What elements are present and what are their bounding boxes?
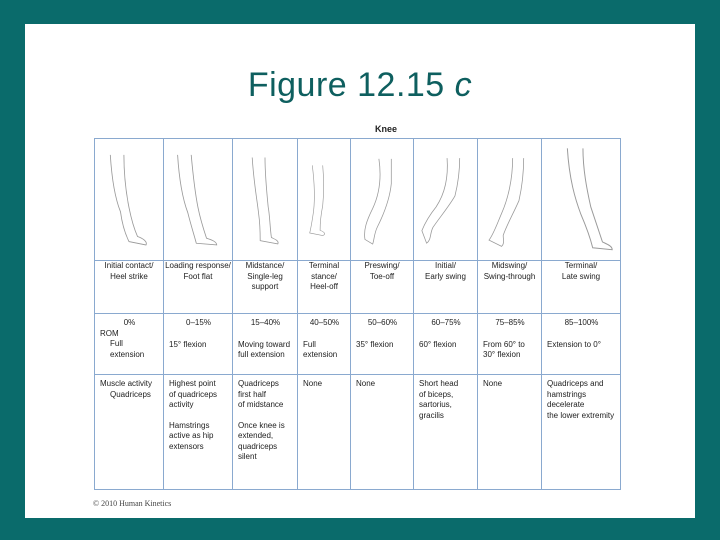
- phase-label: Preswing/: [364, 261, 400, 270]
- muscle-text: extended,: [238, 431, 274, 440]
- rom-cell-content: [298, 314, 350, 361]
- muscle-text: first half: [238, 389, 267, 399]
- knee-leg-icon: [233, 139, 297, 260]
- muscle-label: Muscle activity: [100, 379, 153, 388]
- muscle-text: None: [356, 379, 376, 388]
- muscle-cell-content: [351, 375, 413, 390]
- muscle-text: hamstrings: [547, 389, 587, 399]
- muscle-text: quadriceps: [238, 441, 278, 451]
- rom-row: [95, 314, 621, 375]
- phase-row: [95, 261, 621, 314]
- rom-cell: [95, 314, 164, 375]
- rom-cell-content: [414, 314, 477, 350]
- phase-label: Midswing/: [491, 261, 528, 270]
- gait-percent: 50–60%: [367, 318, 398, 327]
- phase-label: stance/: [311, 271, 337, 281]
- rom-cell-content: [478, 314, 541, 361]
- phase-label: Late swing: [561, 271, 601, 281]
- gait-percent: 0%: [123, 318, 136, 327]
- gait-percent: 85–100%: [564, 318, 599, 327]
- knee-leg-icon: [298, 139, 350, 260]
- phase-label: Heel-off: [310, 282, 338, 291]
- phase-cell: [478, 261, 542, 314]
- gait-percent: 15–40%: [250, 318, 281, 327]
- muscle-cell: [233, 375, 298, 490]
- muscle-cell: [351, 375, 414, 490]
- rom-cell: [414, 314, 478, 375]
- leg-illustration-cell: [542, 139, 621, 261]
- gait-percent: 60–75%: [431, 318, 461, 327]
- phase-label: Terminal/: [564, 261, 598, 270]
- phase-cell: [164, 261, 233, 314]
- rom-value: 60° flexion: [419, 339, 457, 349]
- muscle-cell: [164, 375, 233, 490]
- muscle-cell-content: [542, 375, 620, 421]
- phase-label: Toe-off: [369, 271, 395, 281]
- phase-cell: [233, 261, 298, 314]
- rom-label: ROM: [100, 328, 119, 338]
- rom-value: Full: [110, 339, 123, 348]
- slide-title: [25, 66, 695, 105]
- rom-cell-content: [351, 314, 413, 350]
- phase-cell: [542, 261, 621, 314]
- rom-cell: [351, 314, 414, 375]
- muscle-text: Highest point: [169, 379, 216, 388]
- muscle-text: extensors: [169, 441, 204, 451]
- muscle-cell: [298, 375, 351, 490]
- knee-leg-icon: [478, 139, 541, 260]
- rom-cell: [478, 314, 542, 375]
- leg-illustration-cell: [298, 139, 351, 261]
- phase-label: Heel strike: [110, 271, 148, 281]
- leg-illustration-cell: [233, 139, 298, 261]
- rom-value: 30° flexion: [483, 350, 521, 359]
- muscle-cell-content: [233, 375, 297, 463]
- muscle-text: of midstance: [238, 400, 284, 409]
- muscle-cell: [542, 375, 621, 490]
- rom-value: extension: [110, 349, 145, 359]
- muscle-text: None: [483, 379, 503, 388]
- muscle-text: of biceps,: [419, 389, 454, 399]
- phase-label: Terminal: [308, 261, 340, 270]
- muscle-cell: [95, 375, 164, 490]
- phase-cell: [95, 261, 164, 314]
- leg-illustration-cell: [95, 139, 164, 261]
- rom-value: extension: [303, 350, 338, 359]
- knee-leg-icon: [95, 139, 163, 260]
- slide: [25, 24, 695, 518]
- muscle-cell-content: [478, 375, 541, 390]
- phase-cell: [351, 261, 414, 314]
- phase-label: Early swing: [425, 271, 466, 281]
- muscle-cell-content: [298, 375, 350, 390]
- rom-cell: [542, 314, 621, 375]
- rom-value: From 60° to: [483, 339, 525, 349]
- phase-cell: [414, 261, 478, 314]
- muscle-cell: [478, 375, 542, 490]
- rom-value: full extension: [238, 350, 285, 359]
- muscle-text: Once knee is: [238, 420, 285, 430]
- muscle-text: silent: [238, 452, 257, 461]
- rom-value: Extension to 0°: [547, 339, 601, 349]
- muscle-text: Quadriceps and: [547, 379, 604, 388]
- phase-label: Swing-through: [483, 271, 536, 281]
- muscle-text: Quadriceps: [238, 379, 279, 388]
- leg-illustration-row: [95, 139, 621, 261]
- leg-illustration-cell: [414, 139, 478, 261]
- muscle-text: sartorius,: [419, 400, 452, 409]
- phase-label: Foot flat: [183, 271, 213, 281]
- rom-value: Moving toward: [238, 339, 291, 349]
- rom-value: Full: [303, 339, 316, 349]
- leg-illustration-cell: [164, 139, 233, 261]
- gait-table: [94, 138, 621, 490]
- gait-percent: 0–15%: [186, 318, 211, 327]
- knee-leg-icon: [414, 139, 477, 260]
- rom-cell: [233, 314, 298, 375]
- gait-percent: 75–85%: [495, 318, 525, 327]
- gait-percent: 40–50%: [309, 318, 340, 327]
- title-suffix: c: [454, 66, 473, 104]
- muscle-text: Quadriceps: [110, 389, 151, 399]
- figure-heading: Knee: [375, 124, 398, 134]
- muscle-cell-content: [414, 375, 477, 421]
- muscle-text: active as hip: [169, 431, 214, 440]
- rom-cell-content: [164, 314, 232, 350]
- muscle-cell: [414, 375, 478, 490]
- phase-label: Single-leg: [247, 271, 283, 281]
- muscle-text: decelerate: [547, 400, 585, 409]
- phase-label: Loading response/: [165, 261, 231, 270]
- knee-leg-icon: [164, 139, 232, 260]
- muscle-text: Hamstrings: [169, 420, 210, 430]
- knee-leg-icon: [351, 139, 413, 260]
- rom-cell-content: [95, 314, 163, 360]
- muscle-text: the lower extremity: [547, 410, 615, 420]
- muscle-text: activity: [169, 400, 194, 409]
- phase-label: Initial contact/: [104, 261, 154, 270]
- leg-illustration-cell: [351, 139, 414, 261]
- muscle-text: None: [303, 379, 323, 388]
- phase-label: Midstance/: [245, 261, 285, 270]
- muscle-text: Short head: [419, 379, 459, 388]
- paragraph-gap: [238, 411, 293, 421]
- muscle-cell-content: [95, 375, 163, 400]
- rom-value: 35° flexion: [356, 339, 394, 349]
- rom-cell-content: [233, 314, 297, 361]
- muscle-text: of quadriceps: [169, 389, 218, 399]
- copyright: © 2010 Human Kinetics: [93, 499, 172, 508]
- paragraph-gap: [169, 411, 228, 421]
- phase-label: support: [251, 282, 279, 291]
- muscle-cell-content: [164, 375, 232, 452]
- knee-leg-icon: [542, 139, 620, 260]
- muscle-row: [95, 375, 621, 490]
- phase-label: Initial/: [435, 261, 456, 270]
- rom-value: 15° flexion: [169, 339, 207, 349]
- title-text: Figure 12.15: [247, 66, 445, 104]
- rom-cell-content: [542, 314, 620, 350]
- phase-cell: [298, 261, 351, 314]
- leg-illustration-cell: [478, 139, 542, 261]
- rom-cell: [298, 314, 351, 375]
- rom-cell: [164, 314, 233, 375]
- muscle-text: gracilis: [419, 410, 444, 420]
